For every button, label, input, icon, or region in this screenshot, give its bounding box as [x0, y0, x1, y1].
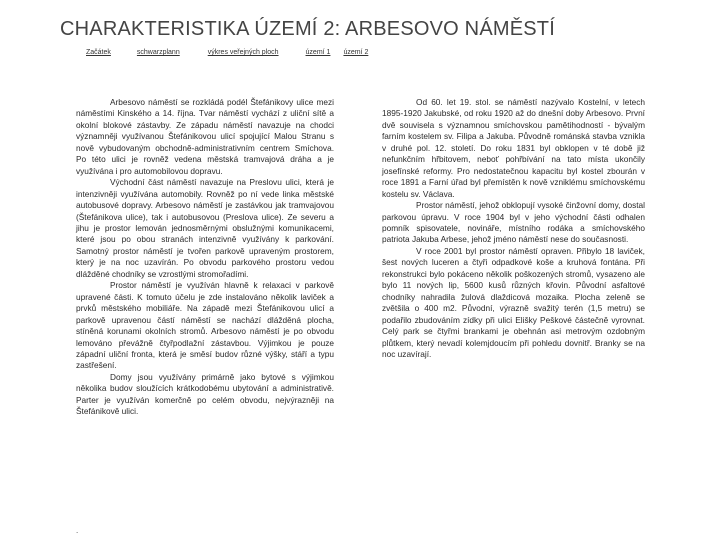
- nav-link-zacatek[interactable]: Začátek: [86, 49, 111, 56]
- nav-link-vykres-verejnych-ploch[interactable]: výkres veřejných ploch: [207, 49, 279, 56]
- nav-link-uzemi-1[interactable]: území 1: [305, 49, 331, 56]
- left-text-column: [76, 97, 334, 418]
- footer-mark: .: [76, 526, 79, 535]
- nav-link-schwarzplan[interactable]: schwarzplann: [136, 49, 180, 56]
- paragraph: Domy jsou využívány primárně jako bytové s výjimkou několika budov sloužících krátkodobému ubytování a administrativě. Parter je využíván komerčně po celém obvodu, nejvýrazněji na Štefánikově ulici.: [76, 371, 334, 417]
- paragraph: Od 60. let 19. stol. se náměstí nazývalo Kostelní, v letech 1895-1920 Jakubské, od roku 1920 až do dnešní doby Arbesovo. První dvě souvisela s významnou smíchovskou pamětihodností - bývalým farním kostelem sv. Filipa a Jakuba. Původně románská stavba vznikla v druhé pol. 12. století. Do roku 1831 byl obklopen v té době již nefunkčním hřbitovem, neboť pohřbívání na tato místa ukončily josefínské reformy. Pro nedostatečnou kapacitu byl kostel zbourán v roce 1891 a Farní úřad byl přemístěn k nově vzniklému smíchovskému kostelu sv. Václava.: [382, 97, 645, 199]
- page-title: CHARAKTERISTIKA ÚZEMÍ 2: ARBESOVO NÁMĚSTÍ: [60, 18, 555, 40]
- paragraph: Arbesovo náměstí se rozkládá podél Štefánikovy ulice mezi náměstími Kinského a 14. října. Tvar náměstí vychází z uliční sítě a okolní blokové zástavby. Ze západu náměstí navazuje na chodci významněji využívanou Štefánikovou ulicí spojující Malou Stranu s nově vybudovaným obchodně-administrativním centrem Smíchova. Po této ulici je rovněž vedena městská tramvajová dráha a je využívána i pro automobilovou dopravu.: [76, 97, 334, 176]
- paragraph: Prostor náměstí je využíván hlavně k relaxaci v parkově upravené části. K tomuto účelu je zde instalováno několik laviček a prvků městského mobiliáře. Na západě mezi Štefánikovou ulicí a parkově upravenou částí náměstí se nachází dlážděná plocha, stíněná korunami okolních stromů. Arbesovo náměstí je po obvodu lemováno převážně čtyřpodlažní zástavbou. Výjimkou je pouze západní uliční fronta, která je směsí budov různé výšky, stáří a typu zastřešení.: [76, 280, 334, 371]
- breadcrumb-nav: [86, 49, 368, 56]
- nav-link-uzemi-2[interactable]: území 2: [343, 49, 369, 56]
- right-text-column: [382, 97, 645, 360]
- paragraph: Prostor náměstí, jehož obklopují vysoké činžovní domy, dostal parkovou úpravu. V roce 1904 byl v jeho východní části odhalen pomník spisovatele, novináře, místního rodáka a smíchovského patriota Jakuba Arbese, jehož jméno náměstí nese do současnosti.: [382, 200, 645, 245]
- paragraph: V roce 2001 byl prostor náměstí opraven. Přibylo 18 laviček, šest nových luceren a čtyři odpadkové koše a kruhová fontána. Při rekonstrukci bylo pokáceno několik poškozených stromů, vysazeno ale bylo 11 nových lip, 5600 kusů různých křovin. Původní asfaltové chodníky nahradila žulová dlaždicová mozaika. Plocha zeleně se zvětšila o 400 m2. Původní, výrazně svažitý terén (1,5 metru) se podařilo zbudováním zídky při ulici Elišky Peškové částečně vyrovnat. Celý park se čtyřmi brankami je obehnán asi metrovým ozdobným plůtkem, který nevadí kolemjdoucím při pohledu dovnitř. Branky se na noc uzavírají.: [382, 245, 645, 359]
- paragraph: Východní část náměstí navazuje na Preslovu ulici, která je intenzivněji využívána automobily. Rovněž po ní vede linka městské autobusové dopravy. Arbesovo náměstí je zastávkou jak tramvajovou (Štefánikova ulice), tak i autobusovou (Preslova ulice). Ze severu a jihu je prostor lemován jednosměrnými obslužnými komunikacemi, které jsou po obou stranách intenzivně využívány k parkování. Samotný prostor náměstí je tvořen parkově upraveným prostorem, který je na noc uzavírán. Po obvodu parkového prostoru vedou dlážděné chodníky se vzrostlými stromořadími.: [76, 177, 334, 279]
